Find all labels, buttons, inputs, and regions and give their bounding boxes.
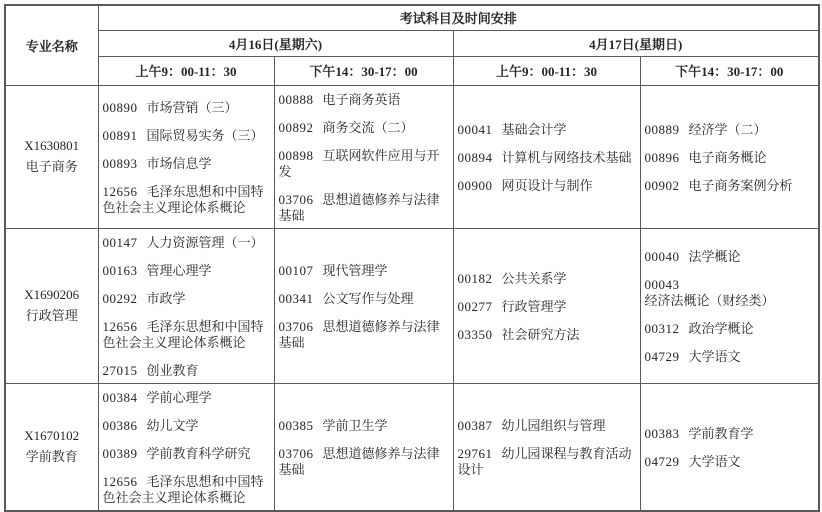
major-cell xyxy=(5,85,98,228)
course-name: 网页设计与制作 xyxy=(501,177,593,193)
course-name: 市场营销（三） xyxy=(146,99,238,115)
table-row xyxy=(5,85,819,228)
course-name: 创业教育 xyxy=(146,362,199,378)
date-header-apr17: 4月17日(星期日) xyxy=(453,30,819,56)
course-item xyxy=(645,150,815,166)
course-item xyxy=(279,319,449,351)
course-item xyxy=(458,122,636,138)
course-code: 00147 xyxy=(102,234,138,250)
course-item xyxy=(103,319,270,351)
course-name: 管理心理学 xyxy=(146,262,212,278)
course-code: 00902 xyxy=(644,177,680,193)
course-item xyxy=(458,150,636,166)
course-item xyxy=(279,418,449,434)
courses-cell xyxy=(640,383,819,511)
major-name: 电子商务 xyxy=(25,158,78,174)
course-code: 00277 xyxy=(457,298,493,314)
course-item xyxy=(458,299,636,315)
course-name: 互联网软件应用与开发 xyxy=(278,147,440,179)
course-code: 00892 xyxy=(278,119,314,135)
course-item xyxy=(279,92,449,108)
major-code: X1690206 xyxy=(24,287,80,303)
major-name-header: 专业名称 xyxy=(5,5,98,85)
course-name: 基础会计学 xyxy=(501,121,567,137)
courses-cell xyxy=(98,85,274,228)
major-cell xyxy=(5,383,98,511)
course-code: 00182 xyxy=(457,270,493,286)
course-item xyxy=(645,178,815,194)
course-name: 幼儿文学 xyxy=(146,417,199,433)
course-item xyxy=(103,100,270,116)
course-name: 人力资源管理（一） xyxy=(146,234,264,250)
courses-cell xyxy=(640,85,819,228)
course-code: 00163 xyxy=(102,262,138,278)
major-name: 行政管理 xyxy=(25,307,78,323)
course-item xyxy=(279,120,449,136)
course-code: 00389 xyxy=(102,445,138,461)
course-code: 00896 xyxy=(644,149,680,165)
course-item xyxy=(458,418,636,434)
course-code: 27015 xyxy=(102,362,138,378)
course-item xyxy=(645,321,815,337)
course-item xyxy=(645,122,815,138)
course-item xyxy=(645,426,815,442)
course-item xyxy=(458,178,636,194)
course-item xyxy=(279,192,449,224)
major-name: 学前教育 xyxy=(25,448,78,464)
course-name: 市场信息学 xyxy=(146,155,212,171)
course-code: 00384 xyxy=(102,389,138,405)
course-item xyxy=(103,263,270,279)
course-item xyxy=(458,271,636,287)
course-name: 思想道德修养与法律基础 xyxy=(278,318,440,350)
course-item xyxy=(279,148,449,180)
course-name: 毛泽东思想和中国特色社会主义理论体系概论 xyxy=(102,183,264,215)
course-code: 00292 xyxy=(102,290,138,306)
courses-cell xyxy=(453,228,640,383)
course-code: 00894 xyxy=(457,149,493,165)
course-code: 00040 xyxy=(644,248,680,264)
course-code: 00900 xyxy=(457,177,493,193)
course-name: 学前教育学 xyxy=(688,425,754,441)
course-item xyxy=(103,446,270,462)
course-item xyxy=(645,249,815,265)
course-code: 04729 xyxy=(644,453,680,469)
course-item xyxy=(645,277,815,309)
course-code: 00898 xyxy=(278,147,314,163)
courses-cell xyxy=(453,85,640,228)
course-item xyxy=(103,418,270,434)
main-header: 考试科目及时间安排 xyxy=(98,5,819,30)
course-name: 公文写作与处理 xyxy=(322,290,414,306)
course-code: 00041 xyxy=(457,121,493,137)
course-name: 公共关系学 xyxy=(501,270,567,286)
course-item xyxy=(103,184,270,216)
course-name: 市政学 xyxy=(146,290,186,306)
course-item xyxy=(458,327,636,343)
course-code: 00889 xyxy=(644,121,680,137)
course-name: 社会研究方法 xyxy=(501,326,580,342)
course-name: 学前卫生学 xyxy=(322,417,388,433)
major-cell xyxy=(5,228,98,383)
courses-cell xyxy=(640,228,819,383)
course-name: 幼儿园组织与管理 xyxy=(501,417,606,433)
course-name: 毛泽东思想和中国特色社会主义理论体系概论 xyxy=(102,473,264,505)
courses-cell xyxy=(453,383,640,511)
course-code: 00893 xyxy=(102,155,138,171)
course-name: 电子商务英语 xyxy=(322,91,401,107)
course-code: 00385 xyxy=(278,417,314,433)
course-code: 00043 xyxy=(644,276,680,292)
course-item xyxy=(279,446,449,478)
course-code: 29761 xyxy=(457,445,493,461)
course-code: 00387 xyxy=(457,417,493,433)
course-item xyxy=(103,363,270,379)
course-code: 04729 xyxy=(644,348,680,364)
major-code: X1630801 xyxy=(24,138,80,154)
course-item xyxy=(103,390,270,406)
session-header-apr17-am: 上午9：00-11：30 xyxy=(453,56,640,85)
course-code: 03706 xyxy=(278,318,314,334)
course-item xyxy=(279,263,449,279)
course-name: 大学语文 xyxy=(688,348,741,364)
course-code: 03350 xyxy=(457,326,493,342)
course-item xyxy=(103,235,270,251)
course-name: 学前心理学 xyxy=(146,389,212,405)
course-item xyxy=(458,446,636,478)
courses-cell xyxy=(274,228,453,383)
course-item xyxy=(103,156,270,172)
course-item xyxy=(645,454,815,470)
course-code: 00890 xyxy=(102,99,138,115)
courses-cell xyxy=(274,383,453,511)
courses-cell xyxy=(98,383,274,511)
course-name: 计算机与网络技术基础 xyxy=(501,149,632,165)
course-code: 03706 xyxy=(278,445,314,461)
course-name: 现代管理学 xyxy=(322,262,388,278)
course-item xyxy=(645,349,815,365)
course-item xyxy=(103,474,270,506)
course-code: 00386 xyxy=(102,417,138,433)
course-name: 电子商务案例分析 xyxy=(688,177,793,193)
course-code: 03706 xyxy=(278,191,314,207)
exam-schedule-table xyxy=(4,4,820,512)
course-name: 学前教育科学研究 xyxy=(146,445,251,461)
courses-cell xyxy=(274,85,453,228)
course-code: 00888 xyxy=(278,91,314,107)
course-code: 12656 xyxy=(102,473,138,489)
course-name: 毛泽东思想和中国特色社会主义理论体系概论 xyxy=(102,318,264,350)
session-header-apr16-am: 上午9：00-11：30 xyxy=(98,56,274,85)
date-header-apr16: 4月16日(星期六) xyxy=(98,30,453,56)
course-item xyxy=(279,291,449,307)
course-name: 幼儿园课程与教育活动设计 xyxy=(457,445,632,477)
courses-cell xyxy=(98,228,274,383)
course-name: 政治学概论 xyxy=(688,320,754,336)
course-code: 00107 xyxy=(278,262,314,278)
course-item xyxy=(103,128,270,144)
course-name: 经济法概论（财经类） xyxy=(644,292,775,308)
course-code: 12656 xyxy=(102,318,138,334)
course-code: 00341 xyxy=(278,290,314,306)
course-name: 思想道德修养与法律基础 xyxy=(278,191,440,223)
course-code: 00312 xyxy=(644,320,680,336)
table-row xyxy=(5,228,819,383)
course-code: 00383 xyxy=(644,425,680,441)
course-name: 电子商务概论 xyxy=(688,149,767,165)
table-row xyxy=(5,383,819,511)
major-code: X1670102 xyxy=(24,428,80,444)
course-name: 法学概论 xyxy=(688,248,741,264)
course-name: 经济学（二） xyxy=(688,121,767,137)
course-code: 12656 xyxy=(102,183,138,199)
course-name: 行政管理学 xyxy=(501,298,567,314)
course-name: 大学语文 xyxy=(688,453,741,469)
course-item xyxy=(103,291,270,307)
course-name: 国际贸易实务（三） xyxy=(146,127,264,143)
course-name: 商务交流（二） xyxy=(322,119,414,135)
session-header-apr16-pm: 下午14：30-17：00 xyxy=(274,56,453,85)
course-code: 00891 xyxy=(102,127,138,143)
session-header-apr17-pm: 下午14：30-17：00 xyxy=(640,56,819,85)
course-name: 思想道德修养与法律基础 xyxy=(278,445,440,477)
